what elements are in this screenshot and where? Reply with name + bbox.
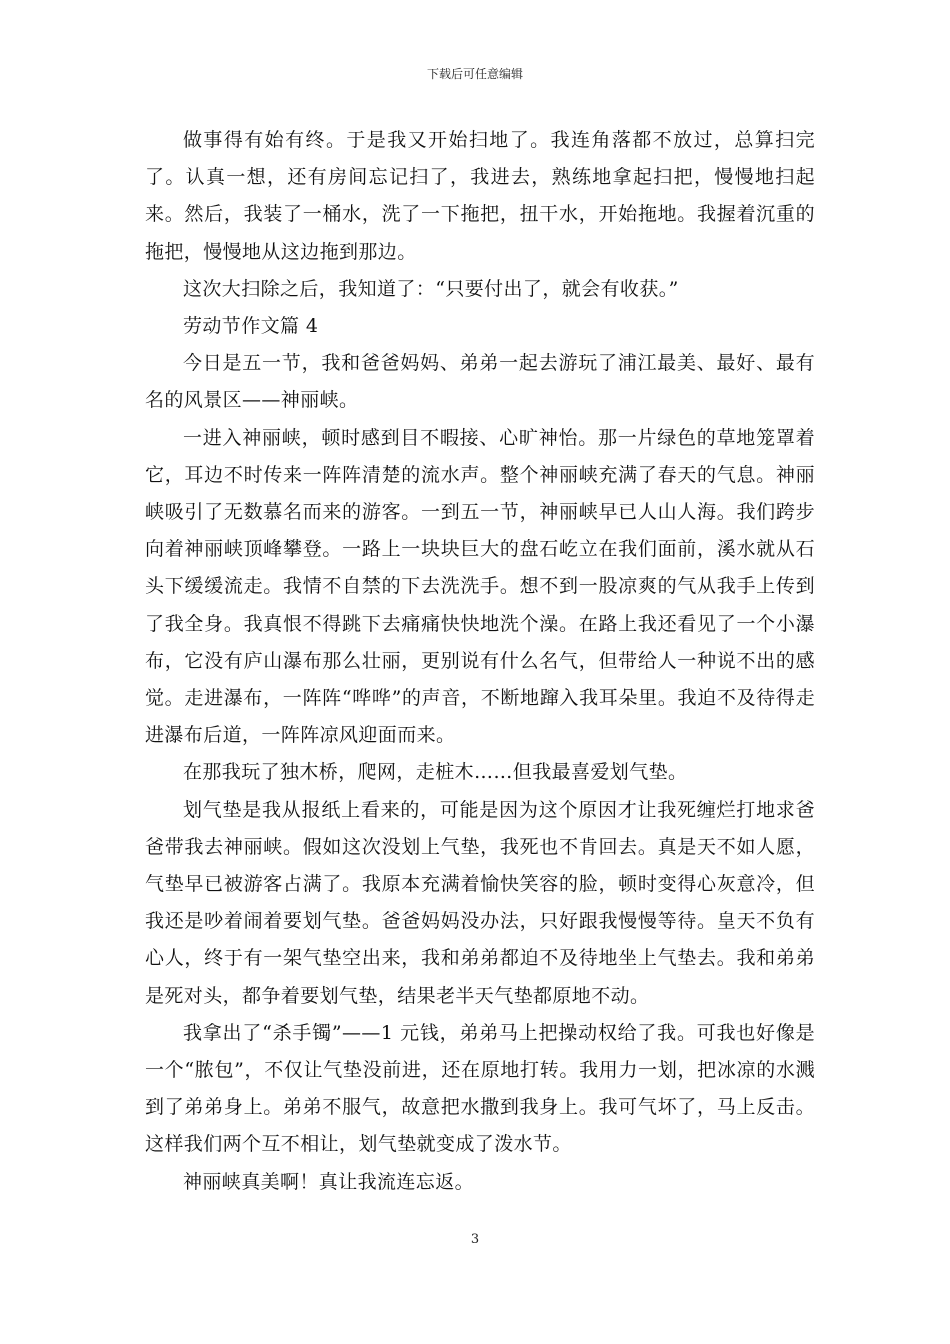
page-header: 下载后可任意编辑	[426, 67, 523, 81]
paragraph: 划气垫是我从报纸上看来的，可能是因为这个原因才让我死缠烂打地求爸爸带我去神丽峡。假如这次没划上气垫，我死也不肯回去。真是天不如人愿，气垫早已被游客占满了。我原本充满着愉快笑容的脸，顿时变得心灰意冷，但我还是吵着闹着要划气垫。爸爸妈妈没办法，只好跟我慢慢等待。皇天不负有心人，终于有一架气垫空出来，我和弟弟都迫不及待地坐上气垫去。我和弟弟是死对头，都争着要划气垫，结果老半天气垫都原地不动。	[145, 798, 815, 1007]
paragraph: 今日是五一节，我和爸爸妈妈、弟弟一起去游玩了浦江最美、最好、最有名的风景区——神丽峡。	[145, 352, 815, 412]
paragraph: 我拿出了“杀手镯”——1 元钱，弟弟马上把操动权给了我。可我也好像是一个“脓包”，不仅让气垫没前进，还在原地打转。我用力一划，把冰凉的水溅到了弟弟身上。弟弟不服气，故意把水撒到我身上。我可气坏了，马上反击。这样我们两个互不相让，划气垫就变成了泼水节。	[145, 1021, 815, 1156]
page-number: 3	[470, 1232, 480, 1247]
section-heading: 劳动节作文篇 4	[183, 315, 319, 338]
document-body	[145, 122, 815, 1201]
paragraph: 做事得有始有终。于是我又开始扫地了。我连角落都不放过，总算扫完了。认真一想，还有房间忘记扫了，我进去，熟练地拿起扫把，慢慢地扫起来。然后，我装了一桶水，洗了一下拖把，扭干水，开始拖地。我握着沉重的拖把，慢慢地从这边拖到那边。	[145, 129, 815, 263]
paragraph: 在那我玩了独木桥，爬网，走桩木……但我最喜爱划气垫。	[183, 761, 688, 784]
paragraph: 一进入神丽峡，顿时感到目不暇接、心旷神怡。那一片绿色的草地笼罩着它，耳边不时传来一阵阵清楚的流水声。整个神丽峡充满了春天的气息。神丽峡吸引了无数慕名而来的游客。一到五一节，神丽峡早已人山人海。我们跨步向着神丽峡顶峰攀登。一路上一块块巨大的盘石屹立在我们面前，溪水就从石头下缓缓流走。我情不自禁的下去洗洗手。想不到一股凉爽的气从我手上传到了我全身。我真恨不得跳下去痛痛快快地洗个澡。在路上我还看见了一个小瀑布，它没有庐山瀑布那么壮丽，更别说有什么名气，但带给人一种说不出的感觉。走进瀑布，一阵阵“哗哗”的声音，不断地蹿入我耳朵里。我迫不及待得走进瀑布后道，一阵阵凉风迎面而来。	[145, 426, 815, 747]
paragraph: 这次大扫除之后，我知道了：“只要付出了，就会有收获。”	[183, 277, 679, 300]
paragraph: 神丽峡真美啊！真让我流连忘返。	[183, 1170, 475, 1193]
